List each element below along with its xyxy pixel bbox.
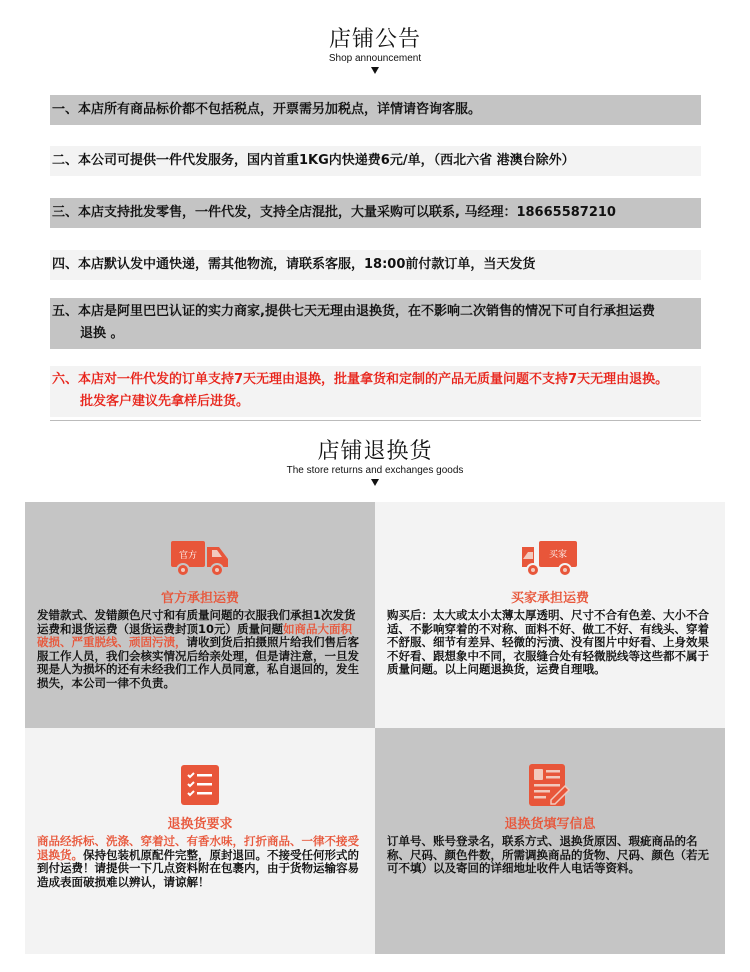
svg-text:买家: 买家 bbox=[548, 550, 568, 560]
card-body: 商品经拆标、洗涤、穿着过、有香水味，打折商品、一律不接受退换货。保持包装机原配件完整，原封退回。不接受任何形式的到付运费！请提供一下几点资料附在包裹内，由于货物运输容易造成表面破损难以辨认，请谅解！ bbox=[37, 834, 359, 889]
card-body: 发错款式、发错颜色尺寸和有质量问题的衣服我们承担1次发货运费和退货运费（退货运费封顶10元）质量问题如商品大面积破损、严重脱线、顽固污渍，请收到货后拍摄照片给我们售后客服工作人员，我们会核实情况后给亲处理，但是请注意，一旦发现是人为损坏的还有未经我们工作人员同意，私自退回的，发生损失，本公司一律不负责。 bbox=[37, 608, 359, 690]
notice-text: 五、本店是阿里巴巴认证的实力商家,提供七天无理由退换货，在不影响二次销售的情况下可自行承担运费 bbox=[52, 304, 655, 319]
returns-title: 店铺退换货 bbox=[317, 439, 433, 464]
notice-continuation: 退换 。 bbox=[80, 326, 124, 341]
card-official-shipping bbox=[25, 502, 375, 728]
notice-item-1 bbox=[50, 95, 701, 125]
returns-header bbox=[0, 434, 750, 486]
card-return-info bbox=[375, 728, 725, 954]
notice-item-6 bbox=[50, 366, 701, 417]
card-label: 买家承担运费 bbox=[510, 591, 589, 606]
notice-text: 一、本店所有商品标价都不包括税点，开票需另加税点，详情请咨询客服。 bbox=[52, 102, 482, 117]
notice-item-2 bbox=[50, 146, 701, 176]
notice-item-3 bbox=[50, 198, 701, 228]
card-body: 购买后：太大或太小太薄太厚透明、尺寸不合有色差、大小不合适、不影响穿着的不对称、面料不好、做工不好、有线头、穿着不舒服、细节有差异、轻微的污渍、没有图片中好看、上身效果不好看、跟想象中不同，衣服缝合处有轻微脱线等这些都不属于质量问题。以上问题退换货，运费自理哦。 bbox=[387, 608, 709, 676]
card-label: 官方承担运费 bbox=[160, 591, 239, 606]
returns-subtitle: The store returns and exchanges goods bbox=[286, 465, 464, 476]
card-body: 订单号、账号登录名，联系方式、退换货原因、瑕疵商品的名称、尺码、颜色件数，所需调换商品的货物、尺码、颜色（若无可不填）以及寄回的详细地址收件人电话等资料。 bbox=[387, 834, 709, 875]
checklist-icon bbox=[155, 761, 245, 809]
card-buyer-shipping bbox=[375, 502, 725, 728]
card-label: 退换货要求 bbox=[167, 817, 233, 832]
notice-text: 六、本店对一件代发的订单支持7天无理由退换，批量拿货和定制的产品无质量问题不支持7天无理由退换。 bbox=[52, 372, 669, 387]
notice-continuation: 批发客户建议先拿样后进货。 bbox=[80, 394, 250, 409]
section-divider bbox=[50, 420, 701, 421]
notice-item-4 bbox=[50, 250, 701, 280]
form-edit-icon bbox=[505, 761, 595, 809]
down-triangle-icon bbox=[371, 67, 379, 74]
notice-text: 四、本店默认发中通快递，需其他物流，请联系客服，18:00前付款订单，当天发货 bbox=[52, 257, 536, 272]
card-return-requirements bbox=[25, 728, 375, 954]
announcement-title: 店铺公告 bbox=[328, 27, 421, 52]
svg-text:官方: 官方 bbox=[178, 551, 198, 561]
returns-grid bbox=[25, 502, 725, 954]
notice-text: 三、本店支持批发零售，一件代发，支持全店混批，大量采购可以联系, 马经理：18665587210 bbox=[52, 205, 616, 220]
announcement-header bbox=[0, 22, 750, 74]
truck-icon bbox=[505, 535, 595, 583]
truck-icon bbox=[155, 535, 245, 583]
card-label: 退换货填写信息 bbox=[504, 817, 596, 832]
down-triangle-icon bbox=[371, 479, 379, 486]
notice-item-5 bbox=[50, 298, 701, 349]
notice-text: 二、本公司可提供一件代发服务，国内首重1KG内快递费6元/单，（西北六省 港澳台除外） bbox=[52, 153, 575, 168]
announcement-subtitle: Shop announcement bbox=[328, 53, 422, 64]
